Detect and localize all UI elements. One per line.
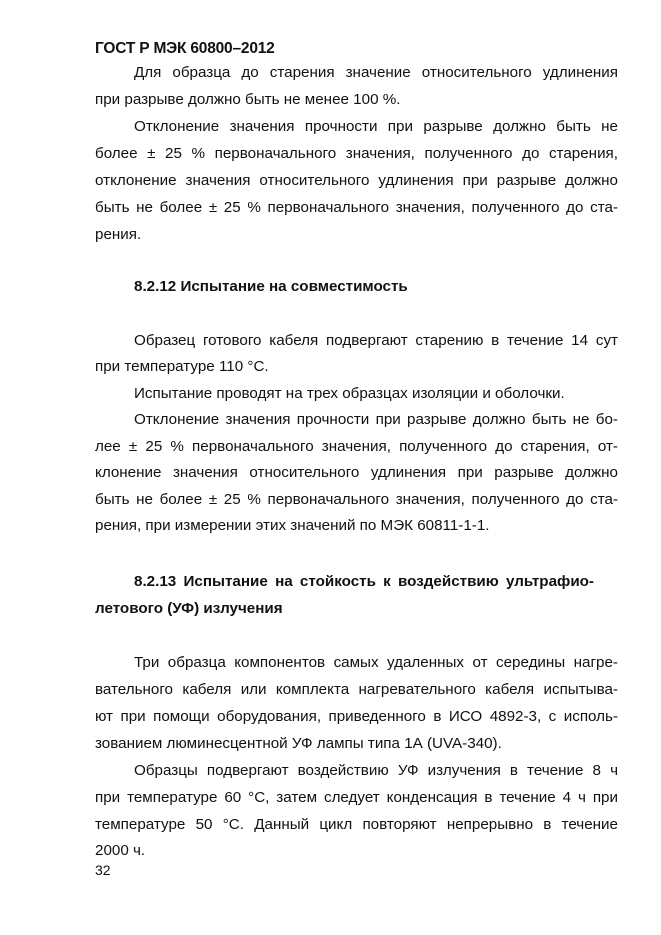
text-line: Образцы подвергают воздействию УФ излучения в течение 8 ч [134, 762, 618, 779]
document-header: ГОСТ Р МЭК 60800–2012 [95, 40, 275, 57]
text-line: рения, при измерении этих значений по МЭК 60811-1-1. [95, 517, 490, 534]
text-line: Отклонение значения прочности при разрыве должно быть не бо- [134, 411, 618, 428]
text-line: Три образца компонентов самых удаленных от середины нагре- [134, 654, 618, 671]
text-line: рения. [95, 226, 142, 243]
text-line: лее ± 25 % первоначального значения, полученного до старения, от- [95, 438, 618, 455]
text-line: Испытание проводят на трех образцах изоляции и оболочки. [134, 385, 565, 402]
text-line: вательного кабеля или комплекта нагревательного кабеля испытыва- [95, 681, 618, 698]
section-heading-8-2-13-cont: летового (УФ) излучения [95, 600, 283, 617]
text-line: при температуре 60 °С, затем следует конденсация в течение 4 ч при [95, 789, 618, 806]
text-line: ют при помощи оборудования, приведенного в ИСО 4892-3, с исполь- [95, 708, 618, 725]
section-heading-8-2-12: 8.2.12 Испытание на совместимость [134, 278, 408, 295]
text-line: при разрыве должно быть не менее 100 %. [95, 91, 401, 108]
text-line: отклонение значения относительного удлинения при разрыве должно [95, 172, 618, 189]
text-line: при температуре 110 °С. [95, 358, 269, 375]
text-line: Образец готового кабеля подвергают старению в течение 14 сут [134, 332, 618, 349]
text-line: клонение значения относительного удлинения при разрыве должно [95, 464, 618, 481]
text-line: быть не более ± 25 % первоначального значения, полученного до ста- [95, 199, 618, 216]
text-line: быть не более ± 25 % первоначального значения, полученного до ста- [95, 491, 618, 508]
text-line: 2000 ч. [95, 842, 146, 859]
page-number: 32 [95, 862, 111, 878]
text-line: зованием люминесцентной УФ лампы типа 1А (UVA-340). [95, 735, 502, 752]
section-heading-8-2-13: 8.2.13 Испытание на стойкость к воздействию ультрафио- [134, 573, 594, 590]
text-line: Для образца до старения значение относительного удлинения [134, 64, 618, 81]
text-line: Отклонение значения прочности при разрыве должно быть не [134, 118, 618, 135]
text-line: более ± 25 % первоначального значения, полученного до старения, [95, 145, 618, 162]
text-line: температуре 50 °С. Данный цикл повторяют непрерывно в течение [95, 816, 618, 833]
